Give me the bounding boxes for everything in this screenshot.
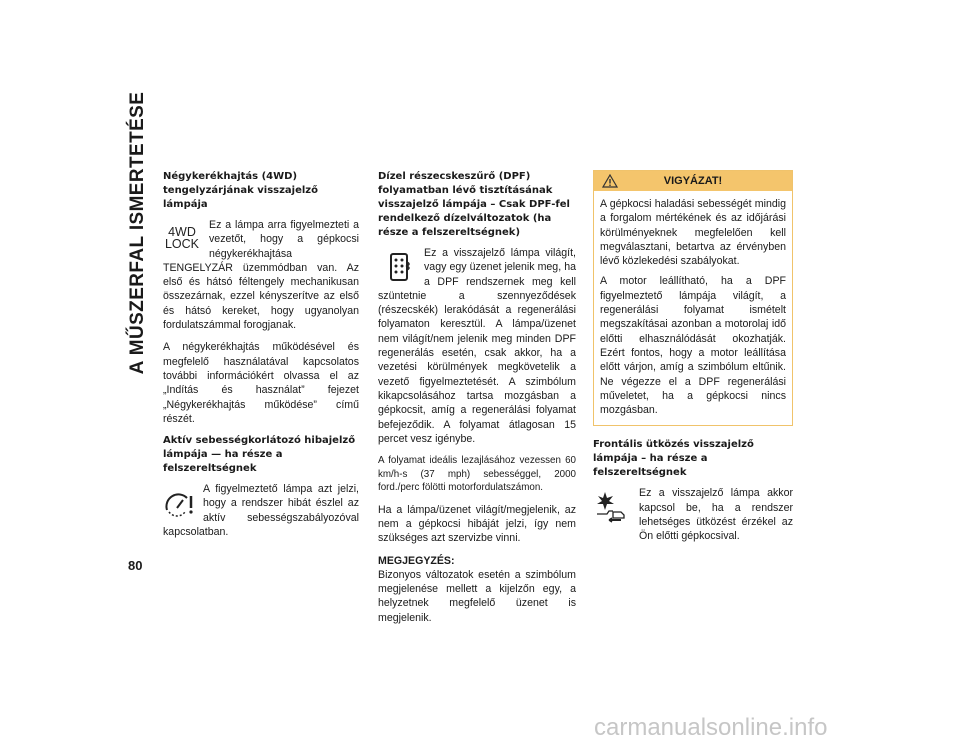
warning-paragraph: A gépkocsi haladási sebességét mindig a forgalom mértékének és az időjárási körülményeknek megfelelően kell megválasztani, betartva az érvényben lévő közlekedési szabályokat. — [600, 198, 786, 268]
warning-box — [593, 170, 793, 426]
warning-header — [594, 171, 792, 191]
paragraph: Ez a visszajelző lámpa akkor kapcsol be, ha a rendszer lehetséges ütközést érzékel az Ön előtti gépkocsival. — [639, 487, 793, 543]
paragraph: A folyamat ideális lezajlásához vezessen 60 km/h-s (37 mph) sebességgel, 2000 ford./perc fölötti motorfordulatszámon. — [378, 455, 576, 494]
paragraph: A négykerékhajtás működésével és megfelelő használatával kapcsolatos további információkért olvassa el az „Indítás és használat” fejezet „Négykerékhajtás működése” című részét. — [163, 341, 359, 425]
forward-collision-icon — [595, 490, 629, 528]
warning-triangle-icon — [602, 174, 618, 188]
note-text: Bizonyos változatok esetén a szimbólum megjelenése mellett a kijelzőn egy, a helyzetnek megfelelő üzenet is megjelenik. — [378, 568, 576, 624]
speed-limiter-fault-icon — [163, 488, 195, 522]
heading-dpf: Dízel részecskeszűrő (DPF) folyamatban lévő tisztításának visszajelző lámpája – Csak DPF-fel rendelkező dízelváltozatok (ha része a felszereltségnek) — [378, 171, 570, 238]
paragraph: A figyelmeztető lámpa azt jelzi, hogy a rendszer hibát észlel az aktív sebességszabályozóval kapcsolatban. — [163, 483, 359, 539]
dpf-filter-icon — [388, 252, 414, 286]
column-1 — [163, 170, 359, 547]
paragraph: Ez a lámpa arra figyelmezteti a vezetőt, hogy a gépkocsi négykerékhajtása TENGELYZÁR üzemmódban van. Az első és hátsó féltengely mechanikusan összezárnak, ezzel kényszerítve az első és hátsó kereket, hogy ugyanolyan fordulatszámmal forogjanak. — [163, 219, 359, 332]
page-number: 80 — [128, 558, 143, 573]
column-2 — [378, 170, 576, 633]
heading-4wd-lock: Négykerékhajtás (4WD) tengelyzárjának visszajelző lámpája — [163, 171, 318, 210]
warning-title: VIGYÁZAT! — [663, 175, 723, 187]
note-title: MEGJEGYZÉS: — [378, 554, 455, 567]
paragraph: Ha a lámpa/üzenet világít/megjelenik, az nem a gépkocsi hibáját jelzi, így nem szükséges azt szervizbe vinni. — [378, 503, 576, 545]
lock-icon-label: LOCK — [164, 237, 200, 251]
warning-paragraph: A motor leállítható, ha a DPF figyelmeztető lámpája világít, a regenerálási folyamat ismételt megszakításai azonban a motorolaj idő előtti elhasználódását okozhatják. Ezért fontos, hogy a motor leállítása előtt várjon, amíg a szimbólum eltűnik. Ne végezze el a DPF regenerálási műveletet, ha a gépkocsi nincs mozgásban. — [600, 275, 786, 417]
paragraph: Ez a visszajelző lámpa világít, vagy egy üzenet jelenik meg, ha a DPF rendszernek meg kell szüntetnie a szennyeződések (részecskék) lerakódását a regenerálási folyamaton keresztül. A lámpa/üzenet nem világít/nem jelenik meg minden DPF regenerálás esetén, csak akkor, ha a vezetési körülmények megkövetelik a vezető figyelmeztetését. A szimbólum kikapcsolásához tartsa mozgásban a gépkocsit, amíg a regenerálási folyamat befejeződik. A folyamat átlagosan 15 percet vesz igénybe. — [378, 247, 576, 445]
4wd-lock-icon — [163, 226, 201, 250]
watermark-footer: carmanualsonline.info — [594, 714, 828, 741]
warning-body — [594, 191, 792, 425]
side-section-title: A MŰSZERFAL ISMERTETÉSE — [127, 91, 148, 375]
column-3 — [593, 170, 793, 552]
heading-speed-limiter: Aktív sebességkorlátozó hibajelző lámpája — ha része a felszereltségnek — [163, 435, 356, 475]
heading-forward-collision: Frontális ütközés visszajelző lámpája – ha része a felszereltségnek — [593, 439, 754, 479]
4wd-icon-label: 4WD — [168, 225, 196, 239]
